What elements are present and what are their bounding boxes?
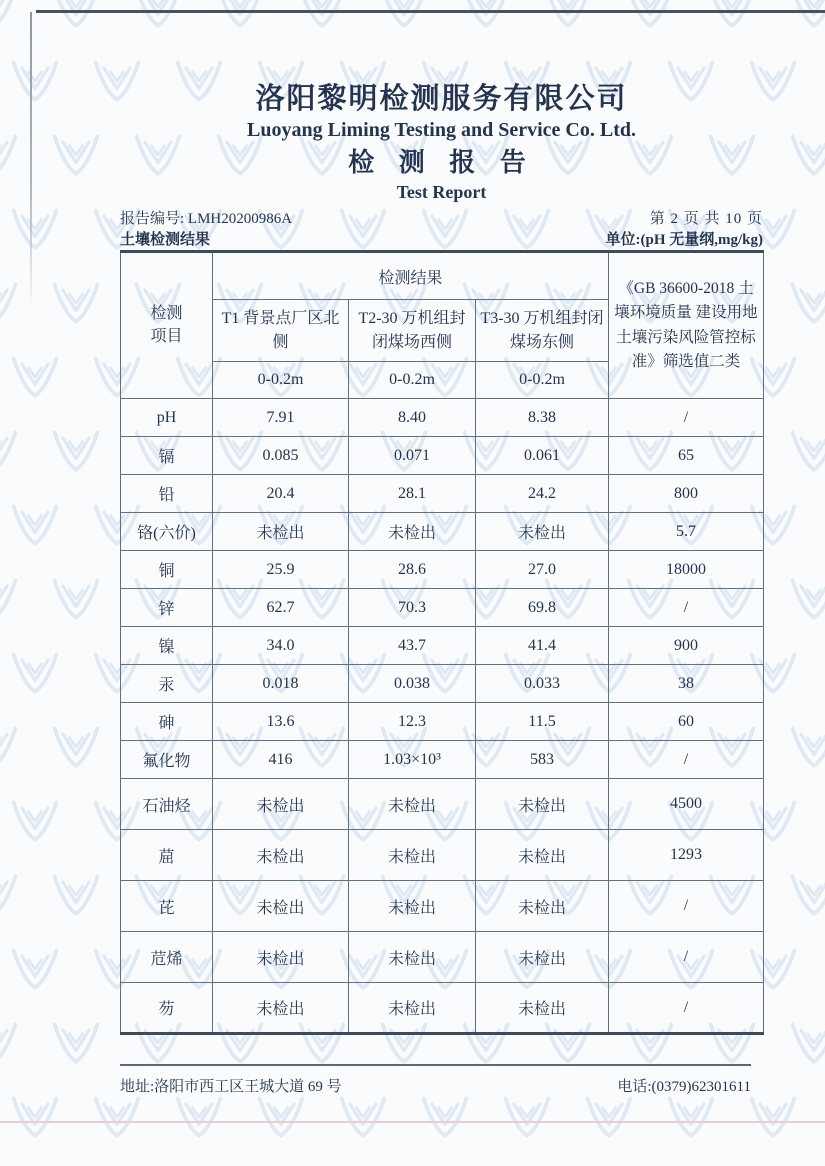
item-cell: 石油烃: [121, 779, 213, 830]
item-cell: 镉: [121, 437, 213, 475]
section-title: 土壤检测结果: [120, 232, 211, 248]
results-table-head: [121, 252, 764, 399]
value-cell-t3: 8.38: [476, 399, 609, 437]
company-name-cn: 洛阳黎明检测服务有限公司: [255, 83, 628, 115]
result-row-12: [121, 881, 764, 932]
standard-column-header: 《GB 36600-2018 土壤环境质量 建设用地土壤污染风险管控标准》筛选值二类: [609, 252, 764, 399]
standard-cell: 800: [609, 475, 764, 513]
standard-cell: 18000: [609, 551, 764, 589]
results-group-header: 检测结果: [213, 252, 609, 300]
value-cell-t3: 11.5: [476, 703, 609, 741]
item-cell: 砷: [121, 703, 213, 741]
item-cell: 铬(六价): [121, 513, 213, 551]
value-cell-t3: 27.0: [476, 551, 609, 589]
value-cell-t2: 0.071: [349, 437, 476, 475]
result-row-9: [121, 741, 764, 779]
value-cell-t1: 25.9: [213, 551, 349, 589]
sample-depth-t1: 0-0.2m: [213, 362, 349, 399]
item-cell: 汞: [121, 665, 213, 703]
report-header: [120, 82, 763, 204]
standard-cell: 1293: [609, 830, 764, 881]
value-cell-t1: 62.7: [213, 589, 349, 627]
sample-column-t3: T3-30 万机组封闭煤场东侧: [476, 300, 609, 362]
result-row-10: [121, 779, 764, 830]
footer-address: 地址:洛阳市西工区王城大道 69 号: [120, 1079, 342, 1095]
value-cell-t1: 0.018: [213, 665, 349, 703]
result-row-4: [121, 551, 764, 589]
unit-label: 单位:(pH 无量纲,mg/kg): [605, 232, 763, 248]
report-meta: [120, 207, 763, 249]
result-row-7: [121, 665, 764, 703]
result-row-14: [121, 983, 764, 1034]
standard-cell: /: [609, 589, 764, 627]
value-cell-t3: 69.8: [476, 589, 609, 627]
value-cell-t3: 未检出: [476, 881, 609, 932]
value-cell-t1: 未检出: [213, 513, 349, 551]
report-number-label: 报告编号:: [120, 211, 185, 227]
value-cell-t2: 未检出: [349, 779, 476, 830]
item-cell: 氟化物: [121, 741, 213, 779]
standard-cell: /: [609, 741, 764, 779]
report-title-cn: 检 测 报 告: [348, 148, 535, 177]
item-cell: 苊烯: [121, 932, 213, 983]
value-cell-t2: 28.6: [349, 551, 476, 589]
item-cell: 铜: [121, 551, 213, 589]
value-cell-t3: 未检出: [476, 513, 609, 551]
value-cell-t3: 0.061: [476, 437, 609, 475]
value-cell-t2: 70.3: [349, 589, 476, 627]
result-row-0: [121, 399, 764, 437]
report-number-value: LMH20200986A: [187, 211, 293, 227]
result-row-11: [121, 830, 764, 881]
footer-phone: 电话:(0379)62301611: [617, 1079, 751, 1095]
value-cell-t1: 未检出: [213, 983, 349, 1034]
result-row-13: [121, 932, 764, 983]
value-cell-t1: 未检出: [213, 932, 349, 983]
item-cell: pH: [121, 399, 213, 437]
sample-column-t2: T2-30 万机组封闭煤场西侧: [349, 300, 476, 362]
value-cell-t2: 未检出: [349, 830, 476, 881]
value-cell-t2: 未检出: [349, 932, 476, 983]
standard-cell: 60: [609, 703, 764, 741]
value-cell-t2: 43.7: [349, 627, 476, 665]
scan-border-top: [36, 10, 825, 13]
standard-cell: /: [609, 881, 764, 932]
standard-cell: 900: [609, 627, 764, 665]
standard-cell: /: [609, 399, 764, 437]
item-cell: 芘: [121, 881, 213, 932]
result-row-5: [121, 589, 764, 627]
sample-depth-t2: 0-0.2m: [349, 362, 476, 399]
scan-border-left: [30, 12, 32, 312]
footer-divider: [120, 1064, 751, 1066]
results-table: [120, 250, 764, 1035]
value-cell-t1: 20.4: [213, 475, 349, 513]
item-cell: 䓛: [121, 830, 213, 881]
item-cell: 铅: [121, 475, 213, 513]
value-cell-t3: 0.033: [476, 665, 609, 703]
item-cell: 镍: [121, 627, 213, 665]
standard-cell: /: [609, 932, 764, 983]
standard-cell: 4500: [609, 779, 764, 830]
value-cell-t2: 8.40: [349, 399, 476, 437]
value-cell-t1: 416: [213, 741, 349, 779]
result-row-8: [121, 703, 764, 741]
item-cell: 锌: [121, 589, 213, 627]
standard-cell: /: [609, 983, 764, 1034]
result-row-3: [121, 513, 764, 551]
value-cell-t2: 28.1: [349, 475, 476, 513]
value-cell-t3: 未检出: [476, 983, 609, 1034]
value-cell-t1: 未检出: [213, 881, 349, 932]
sample-column-t1: T1 背景点厂区北侧: [213, 300, 349, 362]
results-tbody: [121, 399, 764, 1034]
standard-cell: 38: [609, 665, 764, 703]
report-title-en: Test Report: [396, 182, 487, 202]
value-cell-t2: 未检出: [349, 983, 476, 1034]
value-cell-t1: 未检出: [213, 779, 349, 830]
standard-cell: 65: [609, 437, 764, 475]
value-cell-t1: 0.085: [213, 437, 349, 475]
value-cell-t3: 未检出: [476, 932, 609, 983]
value-cell-t3: 41.4: [476, 627, 609, 665]
page-separator-line: [0, 1121, 825, 1123]
report-number: [120, 207, 292, 228]
item-cell: 芴: [121, 983, 213, 1034]
item-column-header: 检测项目: [121, 252, 213, 399]
value-cell-t2: 12.3: [349, 703, 476, 741]
value-cell-t1: 34.0: [213, 627, 349, 665]
value-cell-t3: 未检出: [476, 779, 609, 830]
result-row-2: [121, 475, 764, 513]
company-name-en: Luoyang Liming Testing and Service Co. Ltd.: [247, 119, 636, 141]
page-indicator: 第 2 页 共 10 页: [649, 211, 763, 227]
value-cell-t1: 未检出: [213, 830, 349, 881]
result-row-1: [121, 437, 764, 475]
value-cell-t3: 未检出: [476, 830, 609, 881]
sample-depth-t3: 0-0.2m: [476, 362, 609, 399]
result-row-6: [121, 627, 764, 665]
value-cell-t2: 1.03×10³: [349, 741, 476, 779]
standard-cell: 5.7: [609, 513, 764, 551]
value-cell-t3: 24.2: [476, 475, 609, 513]
value-cell-t2: 未检出: [349, 513, 476, 551]
value-cell-t2: 0.038: [349, 665, 476, 703]
value-cell-t3: 583: [476, 741, 609, 779]
value-cell-t1: 13.6: [213, 703, 349, 741]
value-cell-t1: 7.91: [213, 399, 349, 437]
report-footer: [120, 1064, 751, 1096]
value-cell-t2: 未检出: [349, 881, 476, 932]
